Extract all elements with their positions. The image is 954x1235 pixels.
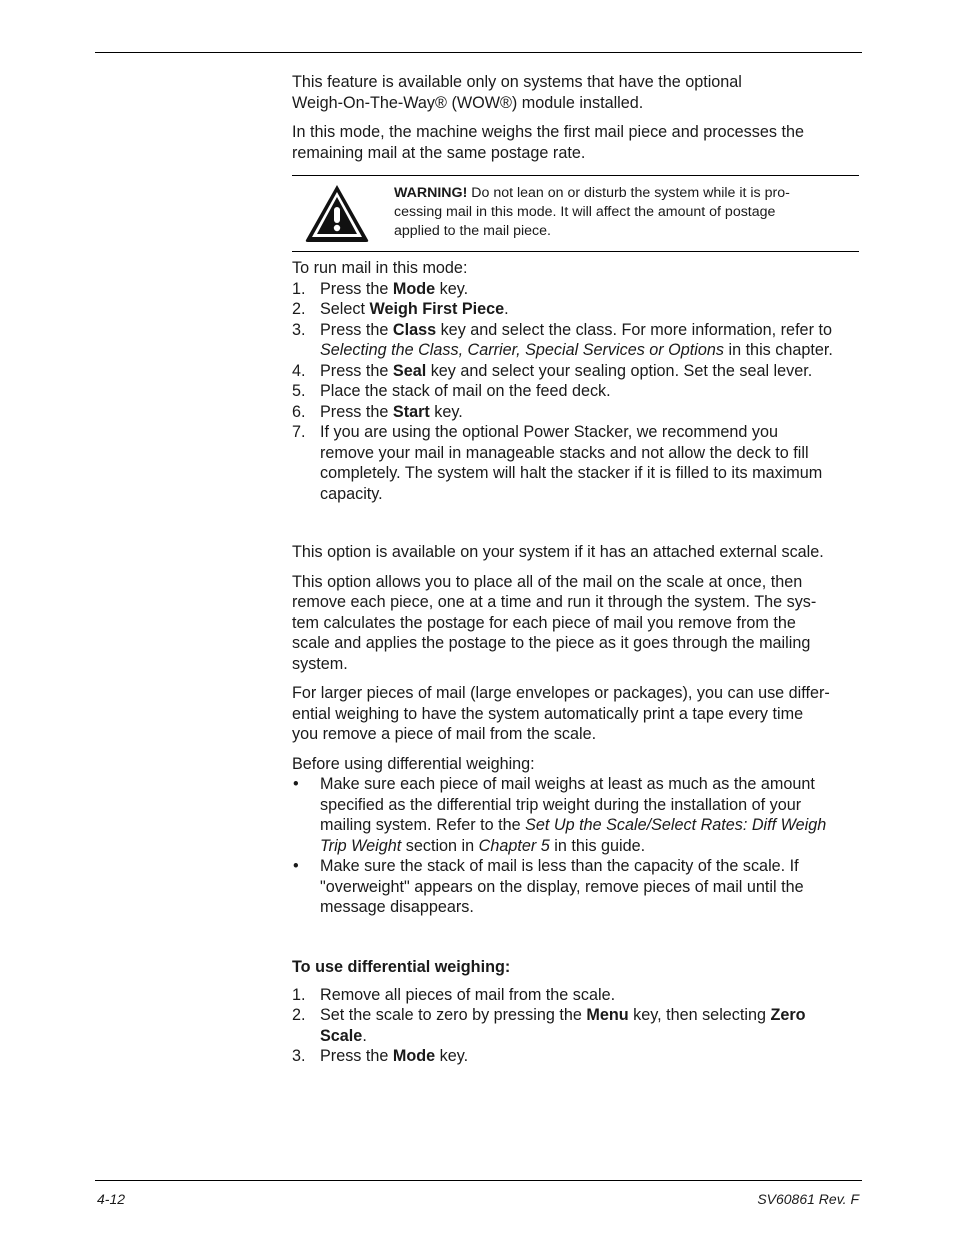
list-item: 7. If you are using the optional Power Stacker, we recommend you remove your mail in manageable stacks and not allow the deck to fill completely. The system will halt the stacker if it is filled to its maximum capacity. bbox=[292, 423, 823, 503]
intro-paragraph-2: In this mode, the machine weighs the first mail piece and processes the remaining mail at the same postage rate. bbox=[292, 123, 804, 162]
differential-section bbox=[292, 542, 862, 918]
run-mode-section bbox=[292, 258, 862, 504]
list-item: 1. Remove all pieces of mail from the scale. bbox=[292, 985, 616, 1004]
run-mode-steps bbox=[292, 279, 862, 505]
intro-paragraph-1: This feature is available only on systems that have the optional Weigh-On-The-Way® (WOW®) module installed. bbox=[292, 73, 742, 112]
diff-bullets bbox=[292, 774, 862, 918]
diff-paragraph-2: This option allows you to place all of the mail on the scale at once, then remove each piece, one at a time and run it through the system. The sys- tem calculates the postage for each piece of mail you remove from the scale and applies the postage to the piece as it goes through the mailing system. bbox=[292, 572, 817, 673]
list-item: • Make sure each piece of mail weighs at least as much as the amount specified as the differential trip weight during the installation of your mailing system. Refer to the Set Up the Scale/Select Rates: Diff Weigh Trip Weight section in Chapter 5 in this guide. bbox=[293, 775, 827, 855]
list-item: 3. Press the Class key and select the class. For more information, refer to Selecting the Class, Carrier, Special Services or Options in this chapter. bbox=[292, 320, 833, 359]
procedure-section bbox=[292, 957, 862, 1067]
footer-rule bbox=[95, 1180, 862, 1181]
run-mode-lead: To run mail in this mode: bbox=[292, 259, 468, 277]
procedure-heading: To use differential weighing: bbox=[292, 958, 511, 976]
list-item: 4. Press the Seal key and select your sealing option. Set the seal lever. bbox=[292, 361, 813, 380]
diff-before-lead: Before using differential weighing: bbox=[292, 754, 535, 773]
diff-paragraph-3: For larger pieces of mail (large envelopes or packages), you can use differ- ential weighing to have the system automatically print a tape every time you remove a piece of mail from the scale. bbox=[292, 684, 830, 743]
list-item: 1. Press the Mode key. bbox=[292, 279, 469, 298]
diff-paragraph-1: This option is available on your system if it has an attached external scale. bbox=[292, 543, 824, 561]
list-item: 6. Press the Start key. bbox=[292, 402, 463, 421]
warning-text: WARNING! Do not lean on or disturb the system while it is pro- cessing mail in this mode. It will affect the amount of postage applied to the mail piece. bbox=[394, 185, 790, 239]
list-item: • Make sure the stack of mail is less than the capacity of the scale. If "overweight" appears on the display, remove pieces of mail until the message disappears. bbox=[293, 857, 804, 916]
page-number: 4-12 bbox=[97, 1191, 126, 1207]
list-item: 2. Set the scale to zero by pressing the Menu key, then selecting Zero Scale. bbox=[292, 1006, 806, 1045]
list-item: 3. Press the Mode key. bbox=[292, 1047, 469, 1065]
warning-box bbox=[292, 175, 859, 252]
list-item: 2. Select Weigh First Piece. bbox=[292, 300, 509, 318]
intro-section bbox=[292, 72, 862, 163]
document-id: SV60861 Rev. F bbox=[757, 1191, 859, 1207]
warning-label: WARNING! bbox=[394, 185, 468, 201]
list-item: 5. Place the stack of mail on the feed deck. bbox=[292, 382, 611, 400]
header-rule bbox=[95, 52, 862, 53]
warning-triangle-icon bbox=[304, 183, 370, 243]
procedure-steps bbox=[292, 985, 862, 1067]
